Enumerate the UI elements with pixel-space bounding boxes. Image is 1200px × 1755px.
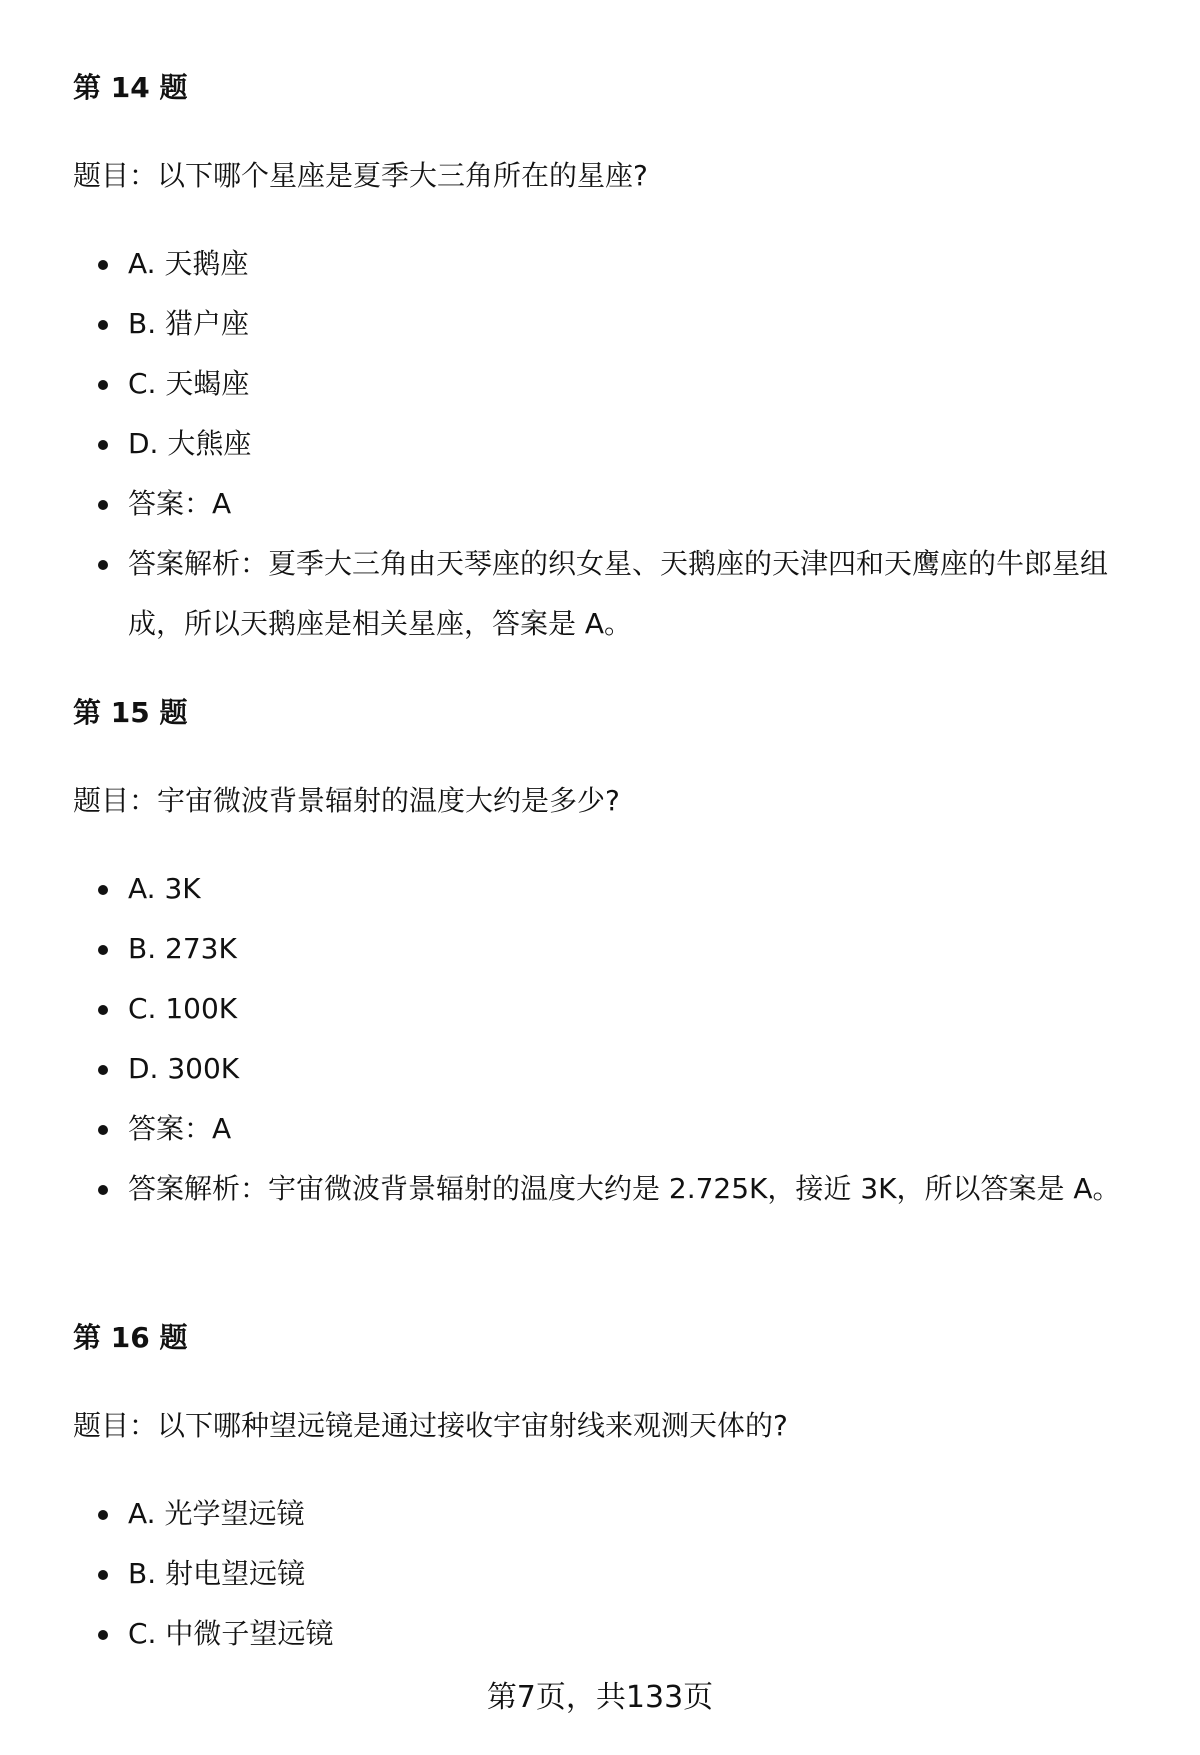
bullet-icon xyxy=(98,320,108,330)
question-15 xyxy=(73,695,1133,1219)
bullet-icon xyxy=(98,1005,108,1015)
bullet-icon xyxy=(98,885,108,895)
option-text: B. 273K xyxy=(128,932,237,965)
option-a xyxy=(73,1484,1133,1544)
option-b xyxy=(73,1544,1133,1604)
answer-item xyxy=(73,474,1133,534)
option-text: B. 猎户座 xyxy=(128,307,250,340)
answer-text: 答案：A xyxy=(128,487,232,520)
option-text: B. 射电望远镜 xyxy=(128,1557,306,1590)
question-heading: 第 14 题 xyxy=(73,71,188,104)
option-c xyxy=(73,1604,1133,1664)
answer-item xyxy=(73,1099,1133,1159)
option-text: A. 光学望远镜 xyxy=(128,1497,305,1530)
explanation-item xyxy=(73,1159,1133,1219)
explanation-text: 答案解析：宇宙微波背景辐射的温度大约是 2.725K，接近 3K，所以答案是 A。 xyxy=(128,1172,1121,1205)
option-list xyxy=(73,234,1133,654)
question-stem: 题目：以下哪个星座是夏季大三角所在的星座? xyxy=(73,159,648,192)
bullet-icon xyxy=(98,1125,108,1135)
bullet-icon xyxy=(98,1185,108,1195)
bullet-icon xyxy=(98,945,108,955)
bullet-icon xyxy=(98,1630,108,1640)
option-text: D. 300K xyxy=(128,1052,240,1085)
bullet-icon xyxy=(98,440,108,450)
question-heading: 第 16 题 xyxy=(73,1321,188,1354)
option-list xyxy=(73,859,1133,1219)
question-stem: 题目：宇宙微波背景辐射的温度大约是多少? xyxy=(73,784,620,817)
answer-text: 答案：A xyxy=(128,1112,232,1145)
option-text: A. 天鹅座 xyxy=(128,247,249,280)
option-d xyxy=(73,414,1133,474)
question-16 xyxy=(73,1320,1133,1664)
option-text: C. 天蝎座 xyxy=(128,367,250,400)
bullet-icon xyxy=(98,1065,108,1075)
option-b xyxy=(73,294,1133,354)
option-d xyxy=(73,1039,1133,1099)
explanation-item xyxy=(73,534,1133,654)
bullet-icon xyxy=(98,380,108,390)
question-stem: 题目：以下哪种望远镜是通过接收宇宙射线来观测天体的? xyxy=(73,1409,788,1442)
bullet-icon xyxy=(98,560,108,570)
question-heading: 第 15 题 xyxy=(73,696,188,729)
option-b xyxy=(73,919,1133,979)
option-text: C. 100K xyxy=(128,992,238,1025)
question-14 xyxy=(73,70,1133,654)
option-c xyxy=(73,354,1133,414)
option-text: A. 3K xyxy=(128,872,201,905)
bullet-icon xyxy=(98,260,108,270)
bullet-icon xyxy=(98,1510,108,1520)
page-number: 第7页，共133页 xyxy=(486,1680,714,1715)
bullet-icon xyxy=(98,1570,108,1580)
explanation-text: 答案解析：夏季大三角由天琴座的织女星、天鹅座的天津四和天鹰座的牛郎星组成，所以天鹅座是相关星座，答案是 A。 xyxy=(128,547,1109,640)
option-c xyxy=(73,979,1133,1039)
option-text: C. 中微子望远镜 xyxy=(128,1617,334,1650)
bullet-icon xyxy=(98,500,108,510)
option-a xyxy=(73,234,1133,294)
option-list xyxy=(73,1484,1133,1664)
option-text: D. 大熊座 xyxy=(128,427,252,460)
option-a xyxy=(73,859,1133,919)
